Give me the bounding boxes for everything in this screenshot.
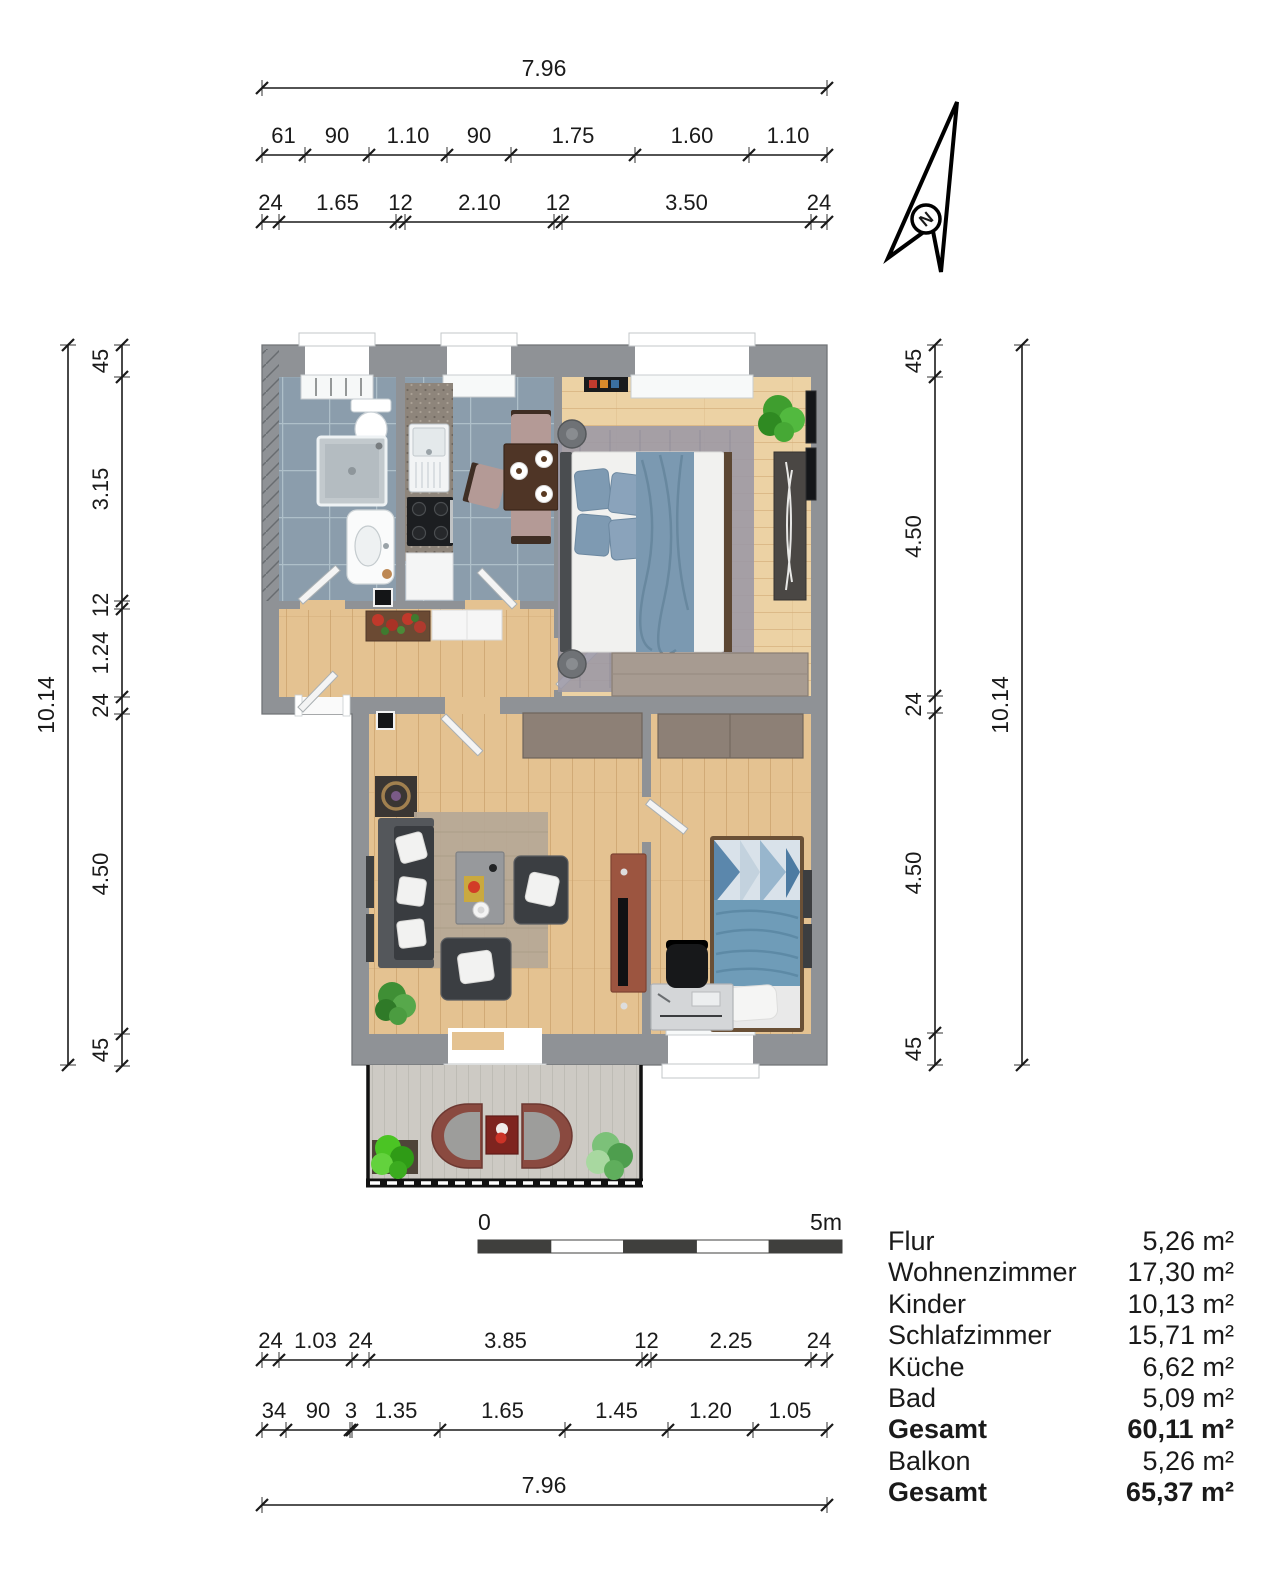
- room-label: Bad: [888, 1382, 937, 1413]
- dimension-label: 24: [258, 190, 283, 215]
- dimension-label: 45: [88, 1037, 113, 1063]
- window-bad: [299, 333, 375, 399]
- stove-icon: [407, 497, 453, 546]
- north-label: N: [915, 208, 938, 231]
- room-area: 5,26 m²: [1142, 1445, 1234, 1476]
- armchair-right: [514, 856, 568, 924]
- balcony-table: [486, 1116, 518, 1154]
- dimension-label: 2.10: [458, 190, 501, 215]
- dimension-label: 1.10: [386, 123, 430, 148]
- dimension-label: 1.45: [595, 1398, 638, 1423]
- dimension-label: 12: [634, 1328, 659, 1353]
- dimension-label: 1.65: [316, 190, 359, 215]
- kids-wall-shelf: [803, 870, 812, 918]
- shaft-bad: [374, 589, 392, 606]
- room-area: 17,30 m²: [1127, 1257, 1234, 1288]
- dimension-label: 1.03: [294, 1328, 337, 1353]
- room-area: 10,13 m²: [1127, 1288, 1234, 1319]
- dimension-label: 7.96: [521, 55, 567, 81]
- legend-row-balkon: [888, 1446, 1234, 1477]
- sofa: [378, 818, 434, 968]
- bedroom-tv-panel: [584, 377, 628, 392]
- dimension-label: 24: [806, 1328, 832, 1353]
- exterior-wall-hatch: [262, 349, 279, 601]
- dimension-label: 12: [388, 190, 413, 215]
- dimension-label: 90: [305, 1398, 331, 1423]
- dimension-label: 1.05: [768, 1398, 812, 1423]
- dimension-label: 61: [271, 123, 296, 148]
- dimension-label: 1.24: [88, 631, 113, 675]
- dimension-label: 3.85: [484, 1328, 527, 1353]
- dimension-label: 34: [261, 1398, 287, 1423]
- balcony: [366, 1065, 643, 1185]
- dimension-label: 45: [901, 1036, 926, 1062]
- room-area: 65,37 m²: [1125, 1477, 1234, 1508]
- room-area: 15,71 m²: [1127, 1320, 1234, 1351]
- bedroom-wall-panel-2: [806, 448, 816, 500]
- room-area: 5,09 m²: [1142, 1382, 1234, 1413]
- living-wall-strip-2: [366, 914, 374, 962]
- living-wall-strip: [366, 856, 374, 908]
- dimension-label: 45: [901, 348, 926, 374]
- hallway-furniture: [366, 610, 502, 641]
- shaft-wohnzimmer: [377, 712, 394, 729]
- dimension-label: 24: [88, 693, 113, 718]
- north-arrow: [888, 102, 957, 272]
- room-area: 60,11 m²: [1127, 1414, 1234, 1445]
- kitchen-sink-icon: [409, 424, 449, 492]
- area-legend: [888, 1226, 1234, 1509]
- legend-row-kinder: [888, 1289, 1234, 1320]
- room-label: Gesamt: [888, 1414, 988, 1445]
- dimension-label: 7.96: [521, 1472, 567, 1498]
- scale-bar: [478, 1209, 842, 1253]
- room-label: Schlafzimmer: [888, 1320, 1052, 1351]
- living-wardrobe: [523, 713, 642, 758]
- kids-wall-shelf-2: [803, 924, 812, 968]
- scale-end: 5m: [810, 1209, 842, 1235]
- legend-row-flur: [888, 1226, 1234, 1257]
- legend-row-bad: [888, 1383, 1234, 1414]
- bedroom-wardrobe: [774, 452, 806, 600]
- room-label: Wohnenzimmer: [888, 1257, 1077, 1288]
- armchair-bottom: [441, 938, 511, 1000]
- room-label: Flur: [888, 1226, 935, 1256]
- room-area: 6,62 m²: [1142, 1351, 1234, 1382]
- dimension-label: 24: [806, 190, 832, 215]
- kitchen-cabinet: [406, 553, 453, 600]
- dimension-label: 90: [466, 123, 492, 148]
- kids-desk: [651, 984, 733, 1030]
- dimension-label: 10.14: [987, 676, 1013, 734]
- dimension-label: 24: [348, 1328, 373, 1353]
- dimension-label: 45: [88, 348, 113, 374]
- legend-row-kueche: [888, 1352, 1234, 1383]
- dimension-label: 10.14: [33, 676, 59, 734]
- dimension-label: 1.10: [766, 123, 810, 148]
- room-area: 5,26 m²: [1142, 1226, 1234, 1256]
- desk-chair: [666, 940, 708, 988]
- bedroom-wall-panel: [806, 391, 816, 443]
- floor-plan: [262, 333, 827, 1185]
- wohnzimmer-door-opening: [445, 697, 500, 714]
- dimension-label: 1.75: [551, 123, 595, 148]
- room-label: Kinder: [888, 1288, 967, 1319]
- coffee-table: [456, 852, 504, 924]
- dimension-label: 4.50: [901, 851, 926, 895]
- scale-start: 0: [478, 1209, 491, 1235]
- dimension-label: 12: [545, 190, 571, 215]
- dimension-label: 24: [901, 692, 926, 717]
- legend-row-gesamt-total: [888, 1477, 1234, 1508]
- dimension-label: 3: [344, 1398, 358, 1423]
- dimension-label: 3.15: [88, 467, 113, 511]
- room-label: Gesamt: [888, 1477, 988, 1508]
- double-bed: [560, 452, 732, 654]
- balcony-plant-left: [371, 1135, 418, 1179]
- bad-door-opening: [300, 600, 345, 610]
- legend-row-schlafzimmer: [888, 1320, 1234, 1351]
- dimension-label: 1.35: [374, 1398, 418, 1423]
- window-schlafzimmer: [629, 333, 755, 398]
- dimension-label: 12: [88, 592, 113, 618]
- dimension-label: 90: [324, 123, 350, 148]
- dimension-label: 3.50: [665, 190, 708, 215]
- room-label: Küche: [888, 1351, 965, 1382]
- dimension-label: 1.60: [670, 123, 714, 148]
- legend-row-gesamt: [888, 1414, 1234, 1445]
- dimension-label: 24: [258, 1328, 283, 1353]
- washbasin-icon: [347, 510, 394, 584]
- dimension-label: 4.50: [901, 515, 926, 558]
- tv-sideboard: [611, 854, 646, 1010]
- dimension-label: 1.65: [481, 1398, 524, 1423]
- shower-icon: [318, 437, 386, 505]
- dimension-label: 4.50: [88, 852, 113, 896]
- legend-row-wohnzimmer: [888, 1257, 1234, 1288]
- room-label: Balkon: [888, 1445, 971, 1476]
- dimension-label: 1.20: [689, 1398, 732, 1423]
- dimension-label: 2.25: [709, 1328, 753, 1353]
